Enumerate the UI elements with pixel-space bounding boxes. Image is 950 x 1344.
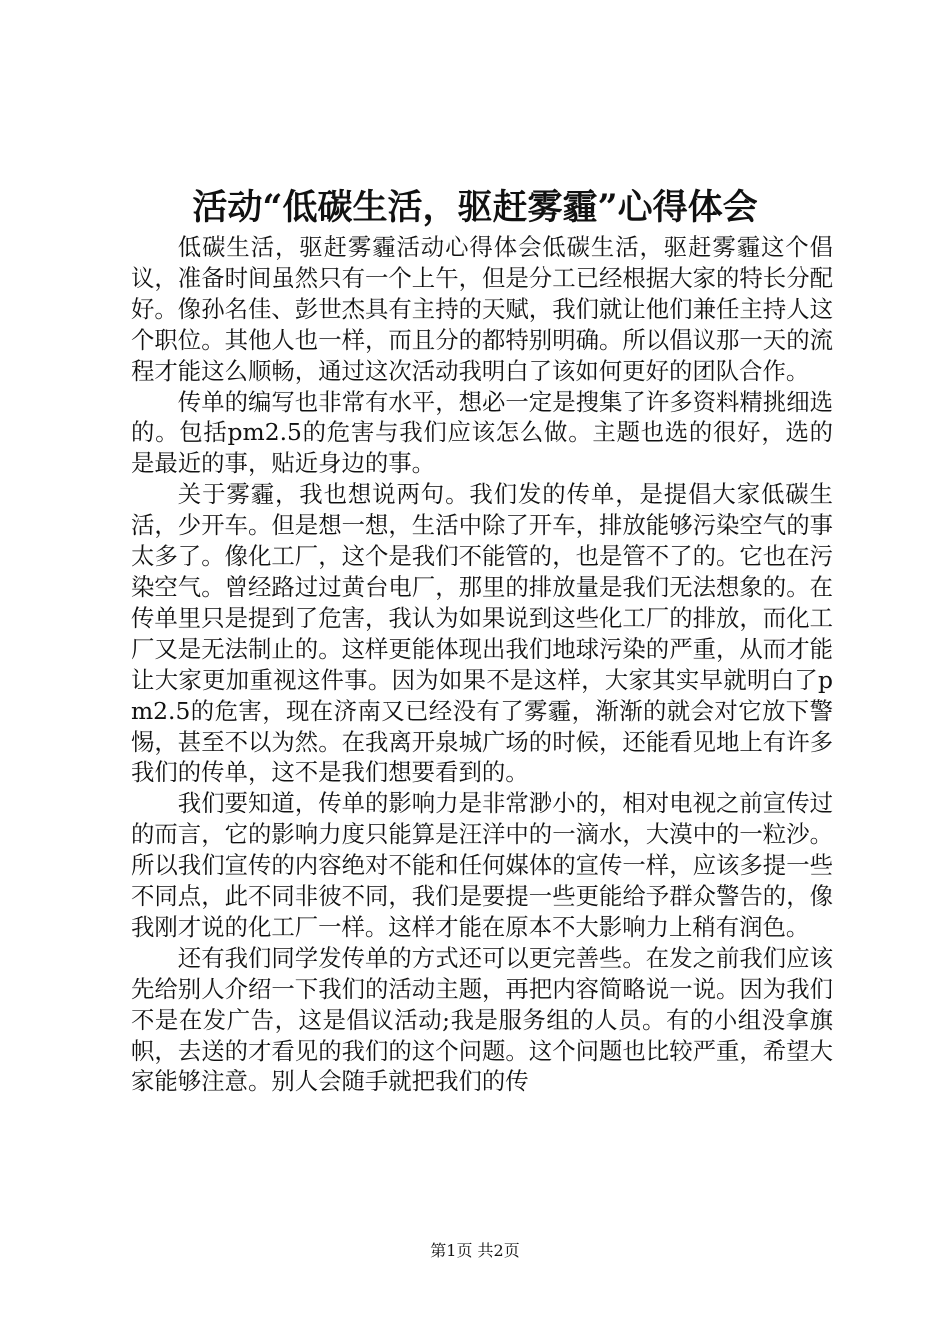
page-title: 活动“低碳生活，驱赶雾霾”心得体会 [192, 187, 758, 228]
paragraph: 关于雾霾，我也想说两句。我们发的传单，是提倡大家低碳生活，少开车。但是想一想，生活中除了开车，排放能够污染空气的事太多了。像化工厂，这个是我们不能管的，也是管不了的。它也在污染空气。曾经路过过黄台电厂，那里的排放量是我们无法想象的。在传单里只是提到了危害，我认为如果说到这些化工厂的排放，而化工厂又是无法制止的。这样更能体现出我们地球污染的严重，从而才能让大家更加重视这件事。因为如果不是这样，大家其实早就明白了pm2.5的危害，现在济南又已经没有了雾霾，渐渐的就会对它放下警惕，甚至不以为然。在我离开泉城广场的时候，还能看见地上有许多我们的传单，这不是我们想要看到的。 [131, 480, 833, 787]
paragraph: 还有我们同学发传单的方式还可以更完善些。在发之前我们应该先给别人介绍一下我们的活动主题，再把内容简略说一说。因为我们不是在发广告，这是倡议活动;我是服务组的人员。有的小组没拿旗帜，去送的才看见的我们的这个问题。这个问题也比较严重，希望大家能够注意。别人会随手就把我们的传 [131, 943, 833, 1096]
paragraph: 传单的编写也非常有水平，想必一定是搜集了许多资料精挑细选的。包括pm2.5的危害与我们应该怎么做。主题也选的很好，选的是最近的事，贴近身边的事。 [131, 387, 833, 478]
document-body [131, 232, 833, 1097]
paragraph: 低碳生活，驱赶雾霾活动心得体会低碳生活，驱赶雾霾这个倡议，准备时间虽然只有一个上午，但是分工已经根据大家的特长分配好。像孙名佳、彭世杰具有主持的天赋，我们就让他们兼任主持人这个职位。其他人也一样，而且分的都特别明确。所以倡议那一天的流程才能这么顺畅，通过这次活动我明白了该如何更好的团队合作。 [131, 233, 833, 385]
paragraph: 我们要知道，传单的影响力是非常渺小的，相对电视之前宣传过的而言，它的影响力度只能算是汪洋中的一滴水，大漠中的一粒沙。所以我们宣传的内容绝对不能和任何媒体的宣传一样，应该多提一些不同点，此不同非彼不同，我们是要提一些更能给予群众警告的，像我刚才说的化工厂一样。这样才能在原本不大影响力上稍有润色。 [131, 789, 833, 941]
page-number: 第1页 共2页 [430, 1241, 520, 1260]
